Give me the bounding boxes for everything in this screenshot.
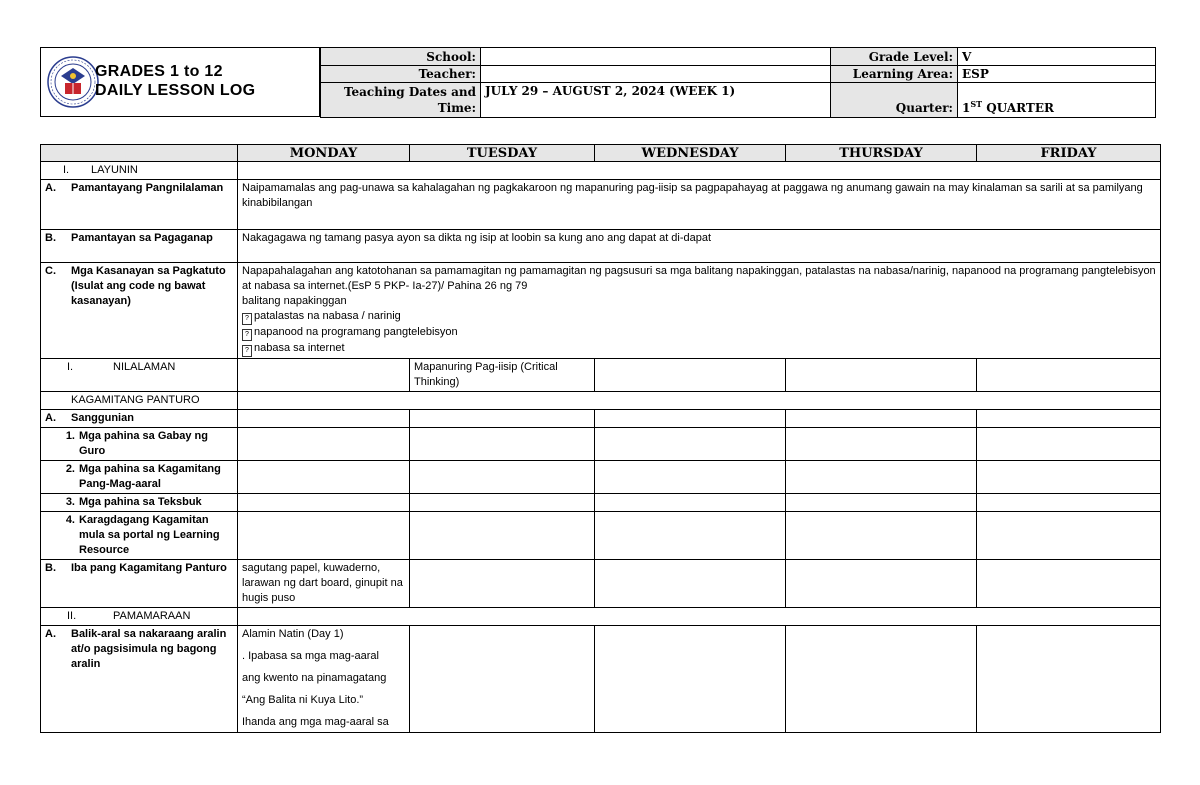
kagamitang-mag-aaral-text: Mga pahina sa Kagamitang Pang-Mag-aaral [79,463,221,490]
karagdagang-kagamitan-tuesday[interactable] [410,512,595,560]
nilalaman-wednesday[interactable] [595,359,786,392]
layunin-num: I. [63,164,70,176]
nilalaman-friday[interactable] [977,359,1161,392]
balik-aral-tuesday[interactable] [410,626,595,733]
sanggunian-text: Sanggunian [71,412,134,424]
day-header-wednesday: WEDNESDAY [595,145,786,162]
teksbuk-label [41,494,238,512]
kagamitang-mag-aaral-friday[interactable] [977,461,1161,494]
pamantayang-pangnilalaman-label [41,180,238,230]
kasanayan-row [41,263,1161,359]
kagamitang-mag-aaral-wednesday[interactable] [595,461,786,494]
layunin-text: LAYUNIN [91,164,138,176]
grade-level-label: Grade Level: [831,48,958,66]
balik-aral-thursday[interactable] [786,626,977,733]
kasanayan-text: Mga Kasanayan sa Pagkatuto (Isulat ang code ng bawat kasanayan) [71,265,226,307]
gabay-guro-friday[interactable] [977,428,1161,461]
kagamitang-row [41,392,1161,410]
balik-aral-line-4: “Ang Balita ni Kuya Lito.” [242,694,364,706]
school-field[interactable] [481,48,831,66]
sanggunian-label [41,410,238,428]
day-header-tuesday: TUESDAY [410,145,595,162]
iba-pang-friday[interactable] [977,560,1161,608]
row-key-c: C. [45,265,56,277]
quarter-label: Quarter: [831,83,958,118]
sanggunian-monday[interactable] [238,410,410,428]
teksbuk-wednesday[interactable] [595,494,786,512]
kasanayan-label [41,263,238,359]
school-label: School: [321,48,481,66]
gabay-guro-thursday[interactable] [786,428,977,461]
nilalaman-monday[interactable] [238,359,410,392]
deped-seal-icon [47,56,99,108]
kagamitang-mag-aaral-monday[interactable] [238,461,410,494]
iba-pang-text: Iba pang Kagamitang Panturo [71,562,227,574]
balik-aral-label [41,626,238,733]
layunin-content[interactable] [238,162,1161,180]
iba-pang-monday[interactable]: sagutang papel, kuwaderno, larawan ng dart board, ginupit na hugis puso [238,560,410,608]
teksbuk-tuesday[interactable] [410,494,595,512]
day-header-thursday: THURSDAY [786,145,977,162]
day-header-friday: FRIDAY [977,145,1161,162]
quarter-field[interactable] [958,83,1156,118]
sanggunian-friday[interactable] [977,410,1161,428]
item-num-2: 2. [65,463,75,475]
learning-area-field[interactable]: ESP [958,66,1156,83]
item-num-4: 4. [65,514,75,526]
bullet-box-icon: ? [242,345,252,357]
balik-aral-line-1: Alamin Natin (Day 1) [242,628,344,640]
teksbuk-friday[interactable] [977,494,1161,512]
balik-aral-monday[interactable] [238,626,410,733]
iba-pang-thursday[interactable] [786,560,977,608]
pamamaraan-label [41,608,238,626]
nilalaman-num: I. [67,361,74,373]
kagamitang-label: KAGAMITANG PANTURO [41,392,238,410]
iba-pang-tuesday[interactable] [410,560,595,608]
kasanayan-bullet-2 [242,325,1156,341]
pamamaraan-num: II. [67,610,77,622]
kasanayan-line2: balitang napakinggan [242,295,347,307]
quarter-sup: ST [970,99,983,109]
bullet-box-icon: ? [242,329,252,341]
gabay-guro-text: Mga pahina sa Gabay ng Guro [79,430,208,457]
teksbuk-monday[interactable] [238,494,410,512]
teksbuk-thursday[interactable] [786,494,977,512]
quarter-number: 1 [962,101,971,115]
karagdagang-kagamitan-friday[interactable] [977,512,1161,560]
balik-aral-wednesday[interactable] [595,626,786,733]
kasanayan-bullet-text-3: nabasa sa internet [254,342,345,354]
row-key-a: A. [45,182,56,194]
nilalaman-text: NILALAMAN [113,361,176,373]
iba-pang-wednesday[interactable] [595,560,786,608]
kagamitang-mag-aaral-label [41,461,238,494]
pamamaraan-content[interactable] [238,608,1161,626]
karagdagang-kagamitan-label [41,512,238,560]
item-num-3: 3. [65,496,75,508]
nilalaman-label [41,359,238,392]
balik-aral-key: A. [45,628,56,640]
pamantayan-pagganap-label [41,230,238,263]
sanggunian-row [41,410,1161,428]
kagamitang-mag-aaral-row [41,461,1161,494]
lesson-log-table [40,144,1161,733]
balik-aral-text: Balik-aral sa nakaraang aralin at/o pagsisimula ng bagong aralin [71,628,227,670]
karagdagang-kagamitan-monday[interactable] [238,512,410,560]
teaching-dates-label: Teaching Dates and Time: [321,83,481,118]
iba-pang-kagamitan-row [41,560,1161,608]
header-title-box [40,47,320,117]
kagamitang-mag-aaral-thursday[interactable] [786,461,977,494]
quarter-word: QUARTER [982,101,1054,115]
pamantayan-pagganap-content[interactable]: Nakagagawa ng tamang pasya ayon sa dikta ng isip at loobin sa kung ano ang dapat at di-dapat [238,230,1161,263]
item-num-1: 1. [65,430,75,442]
days-header-row [41,145,1161,162]
balik-aral-friday[interactable] [977,626,1161,733]
iba-pang-key: B. [45,562,56,574]
balik-aral-line-3: ang kwento na pinamagatang [242,672,387,684]
learning-area-label: Learning Area: [831,66,958,83]
gabay-guro-monday[interactable] [238,428,410,461]
row-key-b: B. [45,232,56,244]
pamantayan-pagganap-row [41,230,1161,263]
sanggunian-tuesday[interactable] [410,410,595,428]
gabay-guro-label [41,428,238,461]
teacher-field[interactable] [481,66,831,83]
karagdagang-kagamitan-text: Karagdagang Kagamitan mula sa portal ng Learning Resource [79,514,220,556]
title-daily-lesson-log: DAILY LESSON LOG [95,82,256,99]
kagamitang-mag-aaral-tuesday[interactable] [410,461,595,494]
karagdagang-kagamitan-wednesday[interactable] [595,512,786,560]
pamantayang-pangnilalaman-text: Pamantayang Pangnilalaman [71,182,224,194]
kasanayan-bullet-1 [242,309,1156,325]
gabay-guro-row [41,428,1161,461]
title-grades: GRADES 1 to 12 [95,63,223,80]
sanggunian-wednesday[interactable] [595,410,786,428]
pamantayan-pagganap-text: Pamantayan sa Pagaganap [71,232,213,244]
karagdagang-kagamitan-thursday[interactable] [786,512,977,560]
pamamaraan-row [41,608,1161,626]
teksbuk-row [41,494,1161,512]
kasanayan-content[interactable] [238,263,1161,359]
teacher-label: Teacher: [321,66,481,83]
kasanayan-bullet-3 [242,341,1156,357]
gabay-guro-tuesday[interactable] [410,428,595,461]
nilalaman-tuesday[interactable]: Mapanuring Pag-iisip (Critical Thinking) [410,359,595,392]
balik-aral-row [41,626,1161,733]
balik-aral-line-2: . Ipabasa sa mga mag-aaral [242,650,379,662]
karagdagang-kagamitan-row [41,512,1161,560]
kagamitang-content[interactable] [238,392,1161,410]
layunin-label [41,162,238,180]
layunin-row [41,162,1161,180]
teksbuk-text: Mga pahina sa Teksbuk [79,496,202,508]
grade-level-field[interactable]: V [958,48,1156,66]
sanggunian-key: A. [45,412,56,424]
balik-aral-line-5: Ihanda ang mga mag-aaral sa [242,716,389,728]
days-header-blank [41,145,238,162]
kasanayan-main-text: Napapahalagahan ang katotohanan sa pamamagitan ng pamamagitan ng pagsusuri sa mga balitang napakinggan, patalastas na nabasa/narinig, napanood na programang pangtelebisyon at nabasa sa internet.(EsP 5 PKP- Ia-27)/ Pahina 26 ng 79 [242,265,1156,292]
pamantayang-pangnilalaman-row [41,180,1161,230]
nilalaman-row [41,359,1161,392]
gabay-guro-wednesday[interactable] [595,428,786,461]
kasanayan-bullet-text-1: patalastas na nabasa / narinig [254,310,401,322]
header-info-table [320,47,1156,118]
nilalaman-thursday[interactable] [786,359,977,392]
teaching-dates-field[interactable]: JULY 29 – AUGUST 2, 2024 (WEEK 1) [481,83,831,118]
kasanayan-bullet-text-2: napanood na programang pangtelebisyon [254,326,458,338]
day-header-monday: MONDAY [238,145,410,162]
pamamaraan-text: PAMAMARAAN [113,610,191,622]
bullet-box-icon: ? [242,313,252,325]
pamantayang-pangnilalaman-content[interactable]: Naipamamalas ang pag-unawa sa kahalagahan ng pagkakaroon ng mapanuring pag-iisip sa pagpapahayag at paggawa ng anumang gawain na may kinalaman sa sarili at sa pamilyang kinabibilangan [238,180,1161,230]
sanggunian-thursday[interactable] [786,410,977,428]
iba-pang-kagamitan-label [41,560,238,608]
